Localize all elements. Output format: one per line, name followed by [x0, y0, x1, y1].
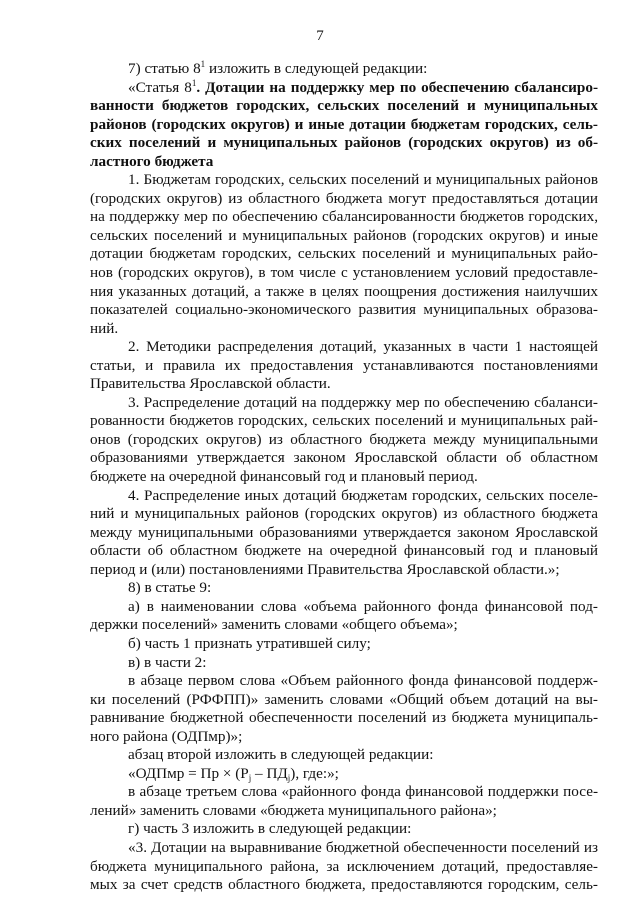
text-line: бюджете на очередной финансовый год и плановый период.: [90, 468, 478, 486]
article-heading-line: ванности бюджетов городских, сельских поселений и муниципальных: [90, 97, 598, 115]
text-line: равнивание бюджетной обеспеченности поселений из бюджета муниципаль-: [90, 709, 598, 727]
article-heading-line: ских поселений и муниципальных районов (городских округов) из об-: [90, 134, 598, 152]
text-line: 3. Распределение дотаций на поддержку мер по обеспечению сбаланси-: [128, 393, 598, 411]
text-line: «3. Дотации на выравнивание бюджетной обеспеченности поселений из: [128, 838, 598, 856]
text-line: 7) статью $8^1$ изложить в следующей редакции:: [128, 60, 428, 77]
text-line: рованности бюджетов городских, сельских поселений и муниципальных рай-: [90, 412, 598, 430]
text-line: мых за счет средств областного бюджета, предоставляются городским, сель-: [90, 876, 598, 894]
text-line: сельских поселений и муниципальных районов (городских округов) и иные: [90, 226, 598, 244]
article-heading-line: «Статья $8^1$. Дотации на поддержку мер по обеспечению сбалансиро-: [128, 78, 598, 96]
text-line: в) в части 2:: [128, 653, 207, 671]
text-line: ния указанных дотаций, а также в целях поощрения достижения наилучших: [90, 282, 598, 300]
formula-line: «ОДПмр = Пр × $(Р_j - ПД_j)$, где:»;: [128, 764, 339, 783]
text-line: 1. Бюджетам городских, сельских поселений и муниципальных районов: [128, 171, 598, 189]
text-line: статьи, и правила их предоставления устанавливаются постановлениями: [90, 356, 598, 374]
text-line: на поддержку мер по обеспечению сбалансированности бюджетов городских,: [90, 208, 598, 226]
text-line: период и (или) постановлениями Правительства Ярославской области.»;: [90, 560, 560, 578]
text-line: 4. Распределение иных дотаций бюджетам городских, сельских поселе-: [128, 486, 598, 504]
text-line: между муниципальными образованиями утверждается законом Ярославской: [90, 523, 598, 541]
text-line: в абзаце первом слова «Объем районного фонда финансовой поддерж-: [128, 672, 598, 690]
text-line: ний и муниципальных районов (городских округов) из областного бюджета: [90, 505, 598, 523]
article-heading-line: районов (городских округов) и иные дотации бюджетам городских, сель-: [90, 115, 598, 133]
text-line: 8) в статье 9:: [128, 579, 212, 597]
page-number: 7: [316, 28, 324, 44]
text-line: ний.: [90, 319, 119, 337]
document-body: [90, 60, 598, 895]
article-heading-line: ластного бюджета: [90, 152, 214, 170]
text-line: г) часть 3 изложить в следующей редакции:: [128, 820, 412, 838]
text-line: 2. Методики распределения дотаций, указанных в части 1 настоящей: [128, 338, 598, 356]
text-line: ки поселений (РФФПП)» заменить словами «Общий объем дотаций на вы-: [90, 690, 598, 708]
text-line: б) часть 1 признать утратившей силу;: [128, 634, 371, 652]
text-line: абзац второй изложить в следующей редакции:: [128, 746, 434, 764]
text-line: области об областном бюджете на очередной финансовый год и плановый: [90, 542, 598, 560]
text-line: бюджета муниципального района, за исключением дотаций, предоставляе-: [90, 857, 598, 875]
text-line: лений» заменить словами «бюджета муниципального района»;: [90, 801, 497, 819]
text-line: Правительства Ярославской области.: [90, 375, 331, 393]
text-line: нов (городских округов), в том числе с установлением условий предоставле-: [90, 264, 598, 282]
text-line: онов (городских округов) из областного бюджета между муниципальными: [90, 430, 598, 448]
text-line: образованиями утверждается законом Ярославской области об областном: [90, 449, 598, 467]
text-line: показателей социально-экономического развития муниципальных образова-: [90, 301, 598, 319]
text-line: а) в наименовании слова «объема районного фонда финансовой под-: [128, 597, 598, 615]
text-line: дотации бюджетам городских, сельских поселений и муниципальных райо-: [90, 245, 598, 263]
text-line: в абзаце третьем слова «районного фонда финансовой поддержки посе-: [128, 783, 598, 801]
text-line: держки поселений» заменить словами «общего объема»;: [90, 616, 458, 634]
text-line: (городских округов) из областного бюджета могут предоставляться дотации: [90, 189, 598, 207]
text-line: ного района (ОДПмр)»;: [90, 727, 243, 745]
